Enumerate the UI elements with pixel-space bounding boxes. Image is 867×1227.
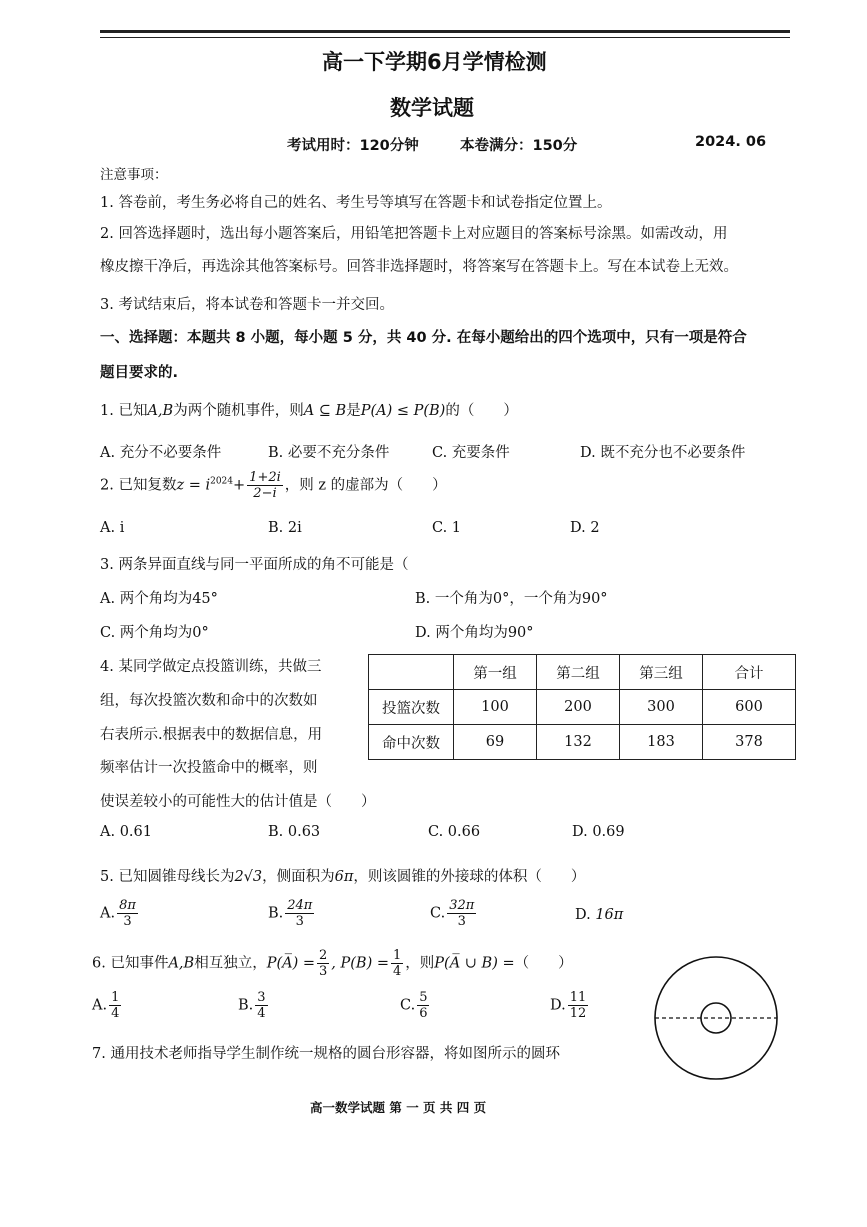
q3-option-d: D. 两个角均为90°: [415, 625, 534, 641]
exam-date: 2024. 06: [695, 134, 767, 150]
q6-option-b: B. $\frac{3}{4}$: [238, 990, 266, 1021]
table-cell: 183: [620, 725, 703, 760]
q1-option-c: C. 充要条件: [432, 445, 510, 461]
q5-option-d: D. 16π: [575, 907, 624, 923]
table-cell: 132: [537, 725, 620, 760]
table-cell: 600: [703, 690, 796, 725]
table-corner-cell: [369, 655, 454, 690]
outer-circle: [655, 957, 777, 1079]
question-3-stem: 3. 两条异面直线与同一平面所成的角不可能是（: [100, 557, 409, 573]
table-row-label: 投篮次数: [369, 690, 454, 725]
table-header-cell: 第一组: [454, 655, 537, 690]
q2-option-d: D. 2: [570, 520, 600, 536]
question-4-line-1: 4. 某同学做定点投篮训练，共做三: [100, 659, 322, 675]
q1-option-a: A. 充分不必要条件: [100, 445, 222, 461]
notice-item-3: 3. 考试结束后，将本试卷和答题卡一并交回。: [100, 297, 394, 313]
q1-option-b: B. 必要不充分条件: [268, 445, 390, 461]
q5-option-b: B. $\frac{24\pi}{3}$: [268, 898, 313, 929]
table-cell: 378: [703, 725, 796, 760]
q5-option-a: A. $\frac{8\pi}{3}$: [100, 898, 136, 929]
exam-title: 高一下学期6月学情检测: [322, 50, 547, 74]
q6-option-a: A. $\frac{1}{4}$: [92, 990, 120, 1021]
q2-option-b: B. 2i: [268, 520, 302, 536]
shooting-data-table: [368, 654, 796, 760]
question-4-line-3: 右表所示.根据表中的数据信息，用: [100, 727, 323, 743]
q2-fraction: $\frac{1+2i}{2-i}$: [249, 470, 281, 501]
q2-option-a: A. i: [100, 520, 125, 536]
table-header-cell: 合计: [703, 655, 796, 690]
question-1-stem: 1. 已知A,B为两个随机事件，则A ⊆ B是P(A) ≤ P(B)的（ ）: [100, 403, 518, 419]
table-row-label: 命中次数: [369, 725, 454, 760]
table-cell: 300: [620, 690, 703, 725]
subject-title: 数学试题: [390, 96, 474, 120]
page-footer: 高一数学试题 第 一 页 共 四 页: [310, 1100, 487, 1115]
q6-option-c: C. $\frac{5}{6}$: [400, 990, 428, 1021]
annulus-figure: [652, 956, 780, 1084]
question-6-stem: 6. 已知事件A,B相互独立，P(A̅) = $\frac{2}{3}$ , P(B) = $\frac{1}{4}$ ，则P(A̅ ∪ B) =（ ）: [92, 948, 573, 979]
question-4-line-4: 频率估计一次投篮命中的概率，则: [100, 760, 318, 776]
q3-option-b: B. 一个角为0°，一个角为90°: [415, 591, 608, 607]
section-heading: 一、选择题：本题共 8 小题，每小题 5 分，共 40 分. 在每小题给出的四个选项中，只有一项是符合: [100, 330, 747, 346]
table-header-cell: 第三组: [620, 655, 703, 690]
table-header-row: [369, 655, 796, 690]
q6-option-d: D. $\frac{11}{12}$: [550, 990, 587, 1021]
table-cell: 69: [454, 725, 537, 760]
table-header-cell: 第二组: [537, 655, 620, 690]
table-cell: 200: [537, 690, 620, 725]
notice-item-2-cont: 橡皮擦干净后，再选涂其他答案标号。回答非选择题时，将答案写在答题卡上。写在本试卷上无效。: [100, 259, 738, 275]
q5-option-c: C. $\frac{32\pi}{3}$: [430, 898, 475, 929]
q3-option-c: C. 两个角均为0°: [100, 625, 209, 641]
section-heading-cont: 题目要求的.: [100, 365, 179, 381]
question-5-stem: 5. 已知圆锥母线长为2√3，侧面积为6π，则该圆锥的外接球的体积（ ）: [100, 869, 586, 885]
question-4-line-5: 使误差较小的可能性大的估计值是（ ）: [100, 794, 376, 810]
table-cell: 100: [454, 690, 537, 725]
q3-option-a: A. 两个角均为45°: [100, 591, 218, 607]
time-label: 考试用时：120分钟: [287, 138, 419, 154]
score-label: 本卷满分：150分: [460, 138, 578, 154]
q4-option-b: B. 0.63: [268, 824, 321, 840]
notice-item-1: 1. 答卷前，考生务必将自己的姓名、考生号等填写在答题卡和试卷指定位置上。: [100, 195, 612, 211]
question-7-line-1: 7. 通用技术老师指导学生制作统一规格的圆台形容器，将如图所示的圆环: [92, 1046, 560, 1062]
table-row: [369, 725, 796, 760]
top-rule: [100, 30, 790, 33]
question-2-stem: 2. 已知复数$z = i^{2024}+$ $\frac{1+2i}{2-i}$ ，则 z 的虚部为（ ）: [100, 470, 447, 501]
q4-option-d: D. 0.69: [572, 824, 625, 840]
question-4-line-2: 组，每次投篮次数和命中的次数如: [100, 693, 318, 709]
top-rule-thin: [100, 37, 790, 38]
q1-option-d: D. 既不充分也不必要条件: [580, 445, 746, 461]
table-row: [369, 690, 796, 725]
q2-option-c: C. 1: [432, 520, 462, 536]
notice-item-2: 2. 回答选择题时，选出每小题答案后，用铅笔把答题卡上对应题目的答案标号涂黑。如需改动，用: [100, 226, 728, 242]
q4-option-c: C. 0.66: [428, 824, 481, 840]
q4-option-a: A. 0.61: [100, 824, 152, 840]
notice-heading: 注意事项：: [100, 167, 168, 183]
